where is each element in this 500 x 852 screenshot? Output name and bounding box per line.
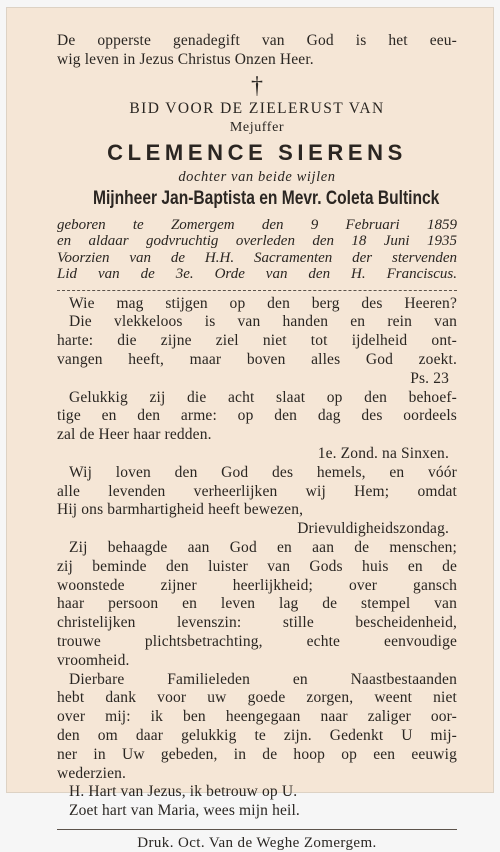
biography-line: Lid van de 3e. Orde van den H. Franciscus. xyxy=(57,266,457,283)
text-line: wederzien. xyxy=(57,764,127,782)
text-line: vangen heeft, maar boven alles God zoekt. xyxy=(57,350,457,368)
biography-line: Voorzien van de H.H. Sacramenten der stervenden xyxy=(57,249,457,266)
text-line: trouwe plichtsbetrachting, echte eenvoudige xyxy=(57,632,457,650)
text-line: Die vlekkeloos is van handen en rein van xyxy=(69,313,457,331)
paragraph-virtues xyxy=(57,539,457,671)
text-line: tige en den arme: op den dag des oordeels xyxy=(57,407,457,425)
text-line: Wij loven den God des hemels, en vóór xyxy=(69,463,457,481)
invocation-line: H. Hart van Jezus, ik betrouw op U. xyxy=(69,783,298,801)
footer-divider xyxy=(57,829,457,830)
paragraph-family xyxy=(57,671,457,784)
opening-verse xyxy=(57,32,457,70)
text-line: harte: die zijne ziel niet tot ijdelheid ont- xyxy=(57,332,457,350)
paragraph-psalm xyxy=(57,295,457,389)
divider xyxy=(57,290,457,291)
printer-imprint: Druk. Oct. Van de Weghe Zomergem. xyxy=(137,834,377,851)
invocation-line: Zoet hart van Maria, wees mijn heil. xyxy=(69,802,300,820)
deceased-name: CLEMENCE SIERENS xyxy=(107,139,407,165)
text-line: Dierbare Familieleden en Naastbestaanden xyxy=(69,670,457,688)
text-line: christelijken levenszin: stille bescheidenheid, xyxy=(57,614,457,632)
title-prefix: Mejuffer xyxy=(229,119,285,135)
text-line: woonstede zijner heerlijkheid; over gansch xyxy=(57,576,457,594)
prayer-heading: BID VOOR DE ZIELERUST VAN xyxy=(129,99,385,117)
text-line: alle levenden verheerlijken wij Hem; omdat xyxy=(57,482,457,500)
text-line: hebt dank voor uw goede zorgen, weent niet xyxy=(57,689,457,707)
cross-icon: † xyxy=(251,72,263,99)
opening-verse-line: wig leven in Jezus Christus Onzen Heer. xyxy=(57,50,314,68)
text-line: over mij: ik ben heengegaan naar zaliger oor- xyxy=(57,708,457,726)
source-reference: 1e. Zond. na Sinxen. xyxy=(317,444,449,462)
text-line: zal de Heer haar redden. xyxy=(57,426,212,444)
source-reference: Drievuldigheidszondag. xyxy=(297,520,449,538)
closing-invocations xyxy=(57,783,457,821)
text-line: zij beminde den luister van Gods huis en de xyxy=(57,557,457,575)
parents-names: Mijnheer Jan-Baptista en Mevr. Coleta Bultinck xyxy=(93,187,440,209)
memorial-card xyxy=(7,8,493,851)
source-reference: Ps. 23 xyxy=(410,369,449,387)
opening-verse-line: De opperste genadegift van God is het eeu- xyxy=(57,32,457,49)
text-line: ner in Uw gebeden, in de hoop op een eeuwig xyxy=(57,745,457,763)
paragraph-sinxen xyxy=(57,389,457,464)
text-line: haar persoon en leven lag de stempel van xyxy=(57,595,457,613)
text-line: vroomheid. xyxy=(57,651,130,669)
biography xyxy=(57,217,457,283)
text-line: Hij ons barmhartigheid heeft bewezen, xyxy=(57,501,304,519)
text-line: Gelukkig zij die acht slaat op den behoef- xyxy=(69,388,457,406)
card-content xyxy=(57,32,457,852)
biography-line: en aldaar godvruchtig overleden den 18 Juni 1935 xyxy=(57,233,457,250)
text-line: Wie mag stijgen op den berg des Heeren? xyxy=(69,294,457,312)
daughter-line: dochter van beide wijlen xyxy=(178,168,336,185)
paragraph-trinity xyxy=(57,464,457,539)
text-line: Zij behaagde aan God en aan de menschen; xyxy=(69,538,457,556)
text-line: den om daar gelukkig te zijn. Gedenkt U mij- xyxy=(57,726,457,744)
biography-line: geboren te Zomergem den 9 Februari 1859 xyxy=(57,216,457,233)
